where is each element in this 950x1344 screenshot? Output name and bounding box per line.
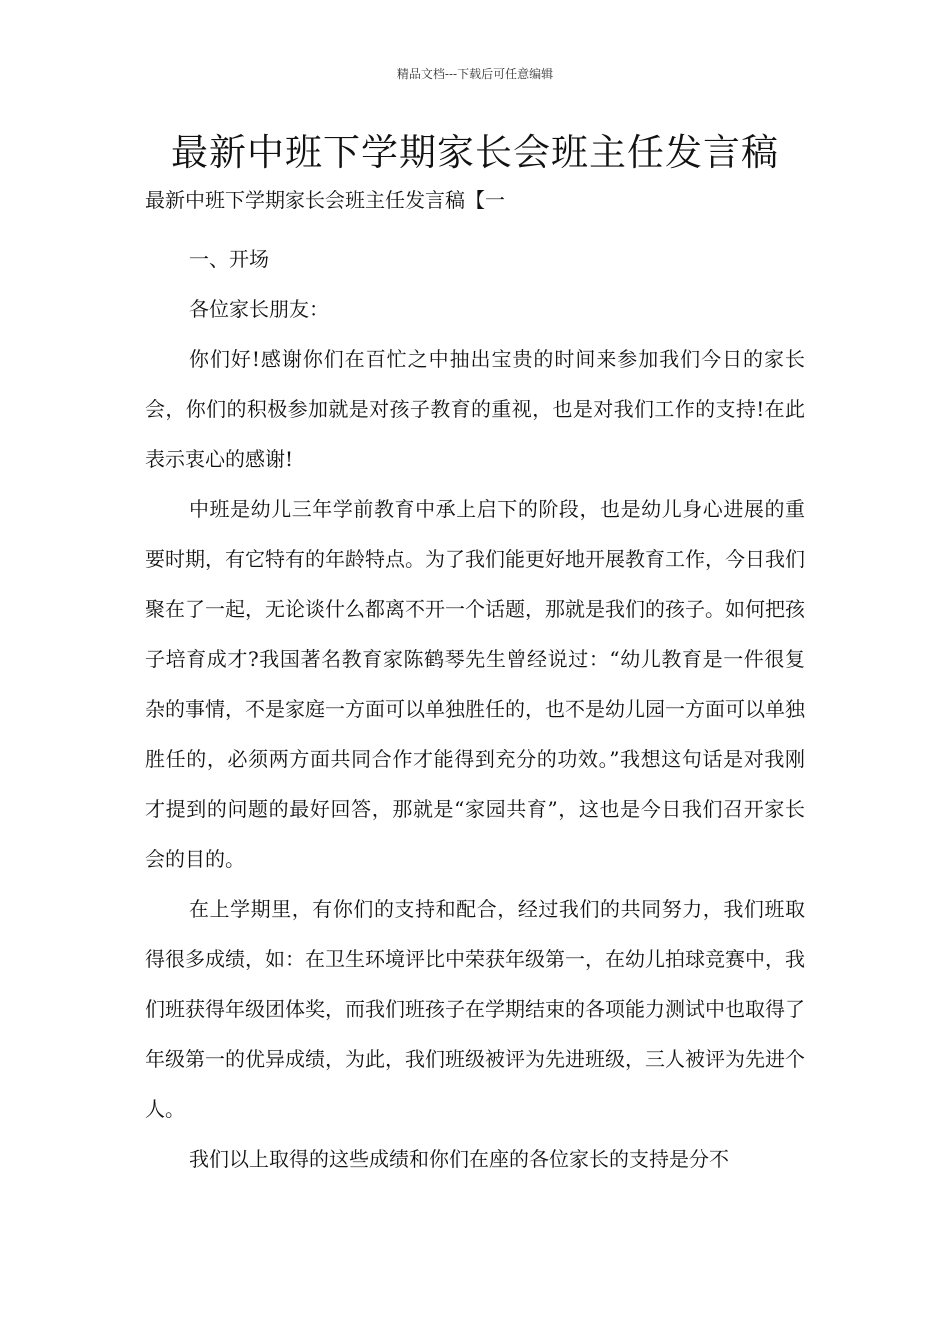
paragraph: 你们好!感谢你们在百忙之中抽出宝贵的时间来参加我们今日的家长会，你们的积极参加就是对孩子教育的重视，也是对我们工作的支持!在此表示衷心的感谢! [145,347,805,471]
paragraph: 我们以上取得的这些成绩和你们在座的各位家长的支持是分不 [189,1147,729,1171]
document-subtitle: 最新中班下学期家长会班主任发言稿【一 [145,188,505,212]
document-body [145,234,805,1184]
header-note: 精品文档---下载后可任意编辑 [396,67,554,81]
salutation: 各位家长朋友： [189,297,329,321]
section-heading: 一、开场 [189,247,269,271]
paragraph: 中班是幼儿三年学前教育中承上启下的阶段，也是幼儿身心进展的重要时期，有它特有的年龄特点。为了我们能更好地开展教育工作，今日我们聚在了一起，无论谈什么都离不开一个话题，那就是我们的孩子。如何把孩子培育成才?我国著名教育家陈鹤琴先生曾经说过：“幼儿教育是一件很复杂的事情，不是家庭一方面可以单独胜任的，也不是幼儿园一方面可以单独胜任的，必须两方面共同合作才能得到充分的功效。”我想这句话是对我刚才提到的问题的最好回答，那就是“家园共育”，这也是今日我们召开家长会的目的。 [145,497,805,871]
paragraph: 在上学期里，有你们的支持和配合，经过我们的共同努力，我们班取得很多成绩，如：在卫生环境评比中荣获年级第一，在幼儿拍球竞赛中，我们班获得年级团体奖，而我们班孩子在学期结束的各项能力测试中也取得了年级第一的优异成绩，为此，我们班级被评为先进班级，三人被评为先进个人。 [145,897,805,1121]
document-title: 最新中班下学期家长会班主任发言稿 [171,131,779,174]
